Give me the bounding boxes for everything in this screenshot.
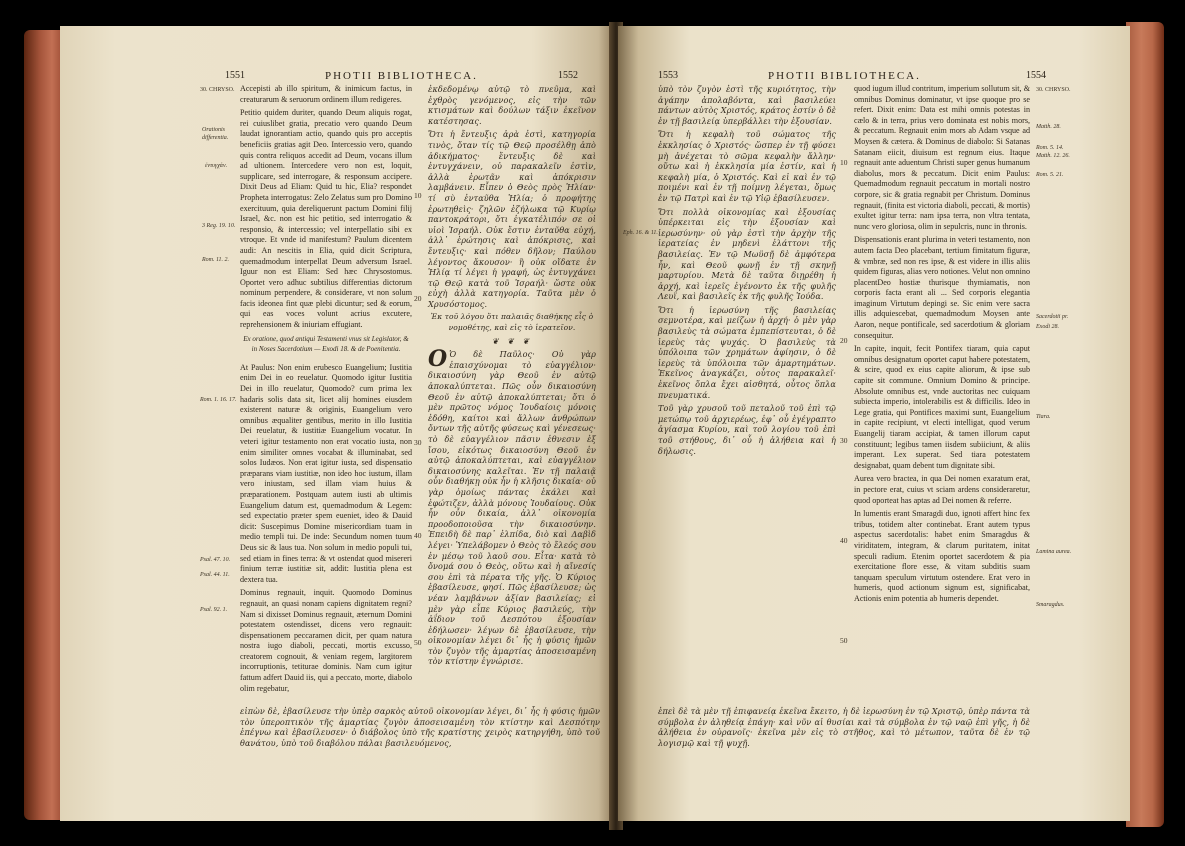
page-number-1551: 1551 [225, 70, 245, 81]
left-page [60, 26, 615, 821]
margin-section-label: 30. CHRYSO. [1036, 87, 1071, 93]
greek-column-right [658, 84, 836, 694]
line-number: 20 [840, 336, 848, 345]
latin-column-left [240, 84, 412, 693]
margin-note: Orationis differentia. [202, 127, 229, 141]
greek-paragraph: Ὅτι ἡ ἱερωσύνη τῆς βασιλείας σεμνοτέρα, καὶ μείζων ἡ ἀρχή· ὁ μὲν γὰρ βασιλεὺς τὰ σώματα ἐμπεπίστευται, ὁ δὲ ἱερεὺς τὰς ψυχάς. Ὁ βασιλεὺς τὰ ὑπόλοιπα τῶν χρημάτων ἀφίησιν, ὁ δὲ ἱερεὺς τὰ ὑπόλοιπα τῶν ἁμαρτημάτων. Ἐκεῖνος ἀναγκάζει, οὗτος παρακαλεῖ· ἐκεῖνος ὅπλα ἔχει αἰσθητά, οὗτος ὅπλα πνευματικά. [658, 304, 836, 400]
latin-paragraph: Dominus regnauit, inquit. Quomodo Dominus regnauit, an quasi nonam capiens dignitatem regni? Nam si dixisset Dominus regnauit, æternum Domini potestatem ostendisset, dicens vero regnauit: dispensationem peccaramen dicit, per quam natura nostra iugo diaboli, peccati, mortis excusso, creatorem cognouit, & veniam regem, largitorem incorruptionis, tetiturae dominis. Nam cum igitur fattum adfert Dauid iis, qui a peccato, morte, diabolo olim regebatur, [240, 588, 412, 693]
margin-note: Psal. 44. 11. [200, 572, 230, 578]
line-number: 10 [414, 191, 422, 200]
line-number: 10 [840, 158, 848, 167]
latin-paragraph: At Paulus: Non enim erubesco Euangelium; Iustitia enim Dei in eo reuelatur. Quomodo igitur Iustitia Dei in illo reuelatur, Quomodo? cum prima lex hadaris solis data sit, licet alij homines eiusdem existerent naturæ & originis, Euangelium vero omnibus æqualiter gentibus, merito in illo Iustitia Dei reuelatur, & iustitiæ Euangelium vocatur. In veteri igitur testamento non erat vocatio iusta, non enim similiter omnes vocabat & illuminabat, sed solos Iudæos. Non erat igitur iusta, sed dispensatio præparans viam iustitiæ, non ideo hoc iustum, illam vero iniustam, sed illam viam huius & præparationem. Postquam autem iusti ab ultimis Euangelium datum est, quemadmodum & Legem: sed expectatio præter spem eueniet, ideo & Dauid dicit: Suscepimus Domine misericordiam tuam in medio templi tui. De inde: Secundum nomen tuum Deus sic & laus tua. Non solum in medio populi tui, sed etiam in fines terra: & vt ostendat quod misereri finium terræ iustitiæ sit, addit: Iustitia plena est dextera tua. [240, 362, 412, 584]
page-number-1553: 1553 [658, 70, 678, 81]
page-number-1554: 1554 [1026, 70, 1046, 81]
margin-note: 3 Reg. 19. 10. [202, 223, 236, 229]
open-book [24, 16, 1164, 831]
greek-paragraph [428, 346, 596, 667]
greek-bottom-block-left: εἰπὼν δὲ, ἐβασίλευσε τὴν ὑπὲρ σαρκὸς αὐτοῦ οἰκονομίαν λέγει, δι᾽ ἧς ἡ φύσις ἡμῶν τὸν ὑπεροπτικὸν τῆς ἁμαρτίας ζυγὸν ἀποσεισαμένη τὸν κτίστην καὶ Δεσπότην ἐπέγνω καὶ ἐβασίλευσεν· ὁ διάβολος ὑπὸ τῆς κρατίστης χειρὸς κατηργήθη, ὑπὸ τοῦ θανάτου, ὑπὸ τοῦ διαβόλου πάλαι βασιλευόμενος, [240, 706, 600, 748]
greek-paragraph: ἐκδεδομένῳ αὐτῷ τὸ πνεῦμα, καὶ ἐχθρὸς γενόμενος, εἰς τὴν τῶν κτισμάτων καὶ δούλων τάξιν ἐκεῖνον κατέστησας. [428, 84, 596, 126]
line-number: 20 [414, 294, 422, 303]
latin-paragraph: Accepisti ab illo spiritum, & inimicum factus, in creaturarum & seruorum ordinem illum redigeres. [240, 84, 412, 104]
latin-paragraph: Dispensationis erant plurima in veteri testamento, non autem facta Deo placebant, tertium fimitatum figuræ, & vmbræ, sed non res ipse, & est videre in illis aliis quidem figuras, alias vero notiones. Velut non omnino placentDeo hostiæ thurisque thymiamatis, non corporis facta erant ali ... Sed corporis elegantia imaginum Virtutum depingi se. Sic enim vere sacra illis adquiescebat, quemadmodum Moysen ante Aaron, neque pontificale, sed sacerdotium & gloriam consequitur. [854, 235, 1030, 340]
line-number: 40 [414, 531, 422, 540]
right-page [618, 26, 1130, 821]
line-number: 50 [840, 636, 848, 645]
margin-note: Exodi 28. [1036, 324, 1059, 330]
latin-paragraph: Aurea vero bractea, in qua Dei nomen exaratum erat, in pectore erat, cuius vt sciam ardens consideraretur, quod oporteat has aptas ad Dei nomen & referre. [854, 474, 1030, 505]
margin-note: Sacerdotii pr. [1036, 314, 1069, 320]
margin-note: ἐντυγχάν. [205, 163, 228, 169]
latin-paragraph: In capite, inquit, fecit Pontifex tiaram, quia caput omnibus designatum oportet caput habere potestatem, & scire, quod ex eius capite aliorum, & ipse sub capite sit commune. Omnium Domino & principe. Absolute omnibus est, vnde auctoritas nec cuiquam subiecta imperio, intolerabilis est & difficilis. Ideo in Lege gratia, qui Pontifices maximi sunt, Euangelium in capite recipiunt, vt electi intelligat, quod verum Euangelij tiaram accipiat, & tamen illorum caput constituunt; legibus tamen iisdem subiiciunt, & aliis imperant. Lex superat. Sed tiara potestatem designabat, quam debent tum dignitate sibi. [854, 344, 1030, 470]
latin-paragraph: In lumentis erant Smaragdi duo, ignoti affert hinc fex tribus, totidem alter continebat. Erant autem typus aspectus sacerdotalis: habet enim Smaragdus & viriditatem, integram, & clarum puritatem, initat speculi radium. Etenim oportet sacerdotem & pia exercitatione flore esse, & vitam subditis suam tanquam speculum virtutum ostendere. Erat vero in humeris, quod actionum signum est, significabat, Actionis enim potentia ab humeris dependet. [854, 509, 1030, 603]
greek-bottom-block-right: ἐπεὶ δὲ τὰ μὲν τῇ ἐπιφανείᾳ ἐκεῖνα ἔκειτο, ἡ δὲ ἱερωσύνη ἐν τῷ Χριστῷ, ὑπὲρ πάντα τὰ σύμβολα ἐν ἀληθείᾳ ἐπάγη· καὶ νῦν αἱ θυσίαι καὶ τὰ σύμβολα ἐν τῷ ναῷ ἐπὶ γῆς, ἡ δὲ ἀλήθεια ἐν οὐρανοῖς· ἐκεῖνα μὲν εἰς τὸ στῆθος, καὶ τὸ μέτωπον, ταῦτα δὲ ἐν τῷ λογισμῷ καὶ τῇ ψυχῇ. [658, 706, 1030, 748]
margin-note: Smaragdus. [1036, 602, 1065, 608]
line-number: 30 [840, 436, 848, 445]
margin-note: Psal. 47. 10. [200, 557, 231, 563]
running-head-left: PHOTII BIBLIOTHECA. [325, 70, 478, 82]
margin-note: Rom. 5. 14. [1036, 145, 1064, 151]
latin-paragraph: Petitio quidem duriter, quando Deum aliquis rogat, rei cuiuslibet gratia, precatio vero quando Deum laudat ignorantiam actio, quando quis pro acceptis beneficiis gratias agit Deo. Intercessio vero, quando quis contra reliquos accedit ad Deum, vocans illum ad ultionem. Intercedere vero non est, loquit, supplicare, sed interrogare, & responsum accipere. Dixit Deus ad Eliam: Quid tu hic, Elia? respondet Propheta interrogatus: Zelo Zelatus sum pro Domino exercituum, quia dereliquerunt pactum Domini filij Israel, &c. non est hic petitio, sed interrogatio & responsio, & intercessio; vel interpellatio sibi ex vtroque. Et vnde id manifestum? Paulum dicentem audi: An nescitis in Elia, quid dicit Scriptura, quemadmodum interpellat Deum adversum Israel. Iguur non est Eliam: Sed hæc Chrysostomus. Oportet vero adhuc subtilius differentias dictorum nominum perpendere, & considerare, vt non solum facis ideonea fint quæ plebi dicuntur; sed & eorum, qui eas voces volunt acrius excutere, reprehensionem & iniuriam effugiant. [240, 108, 412, 330]
drop-cap-omicron: Ο [428, 346, 448, 373]
greek-column-left [428, 84, 596, 684]
margin-note: Tiara. [1036, 414, 1051, 420]
book-edge-right [1126, 22, 1164, 827]
greek-paragraph: Ὅτι ἡ κεφαλὴ τοῦ σώματος τῆς ἐκκλησίας ὁ Χριστός· ὥσπερ ἐν τῇ φύσει μὴ ἀνέχεται τὸ σῶμα κεφαλὴν ἄλλην· οὕτω καὶ ἡ ἐκκλησία μία ἐστίν, καὶ ἡ κεφαλὴ μία, ὁ Χριστός. Καὶ εἰ καὶ ἐν τῷ ποιμένι καὶ ἐν τῇ ποίμνῃ λέγεται, ὅμως ἐν τῷ Πατρὶ καὶ ἐν τῷ Υἱῷ ἐβασίλευσεν. [658, 129, 836, 203]
latin-column-right [854, 84, 1030, 694]
line-number: 40 [840, 536, 848, 545]
margin-note: Lamina aurea. [1036, 549, 1072, 555]
greek-paragraph-text: Ὁ δὲ Παῦλος· Οὐ γὰρ ἐπαισχύνομαι τὸ εὐαγγέλιον· δικαιοσύνη γὰρ Θεοῦ ἐν αὐτῷ ἀποκαλύπτεται. Πῶς οὖν δικαιοσύνη Θεοῦ ἐν αὐτῷ ἀποκαλύπτεται; ὅτι ὁ μὲν πρῶτος νόμος Ἰουδαίοις μόνοις ἐδόθη, καίτοι καὶ ἄλλων ἀνθρώπων ὄντων τῆς αὐτῆς φύσεως καὶ γένεσεως· τὸ δὲ εὐαγγέλιον πᾶσιν ἐθνεσιν ἐξ ἴσου, εἰκότως δικαιοσύνη Θεοῦ ἐν αὐτῷ ἀποκαλύπτεται, καὶ εὐαγγέλιον δικαιοσύνης καλεῖται. Ἐν τῇ παλαιᾷ οὖν διαθήκῃ οὐκ ἦν ἡ κλῆσις δικαία· οὐ γὰρ ὁμοίως πάντας ἐκάλει καὶ ἐφώτιζεν, ἀλλὰ μόνους Ἰουδαίους. Οὐκ ἦν οὖν δικαία, ἀλλ᾽ οἰκονομία προοδοποιοῦσα τὴν δικαιοσύνην. Ἐπειδὴ δὲ παρ᾽ ἐλπίδα, διὸ καὶ Δαβὶδ λέγει· Ὑπελάβομεν ὁ Θεὸς τὸ ἔλεός σου ἐν μέσῳ τοῦ λαοῦ σου. Εἶτα· κατὰ τὸ ὄνομά σου ὁ Θεὸς, οὕτω καὶ ἡ αἴνεσίς σου ἐπὶ τὰ πέρατα τῆς γῆς. Ὁ Κύριος ἐβασίλευσε, φησί. Πῶς ἐβασίλευσε; ὡς νέαν λαμβάνων ἀξίαν βασιλείας; εἰ μὲν γὰρ εἶπε Κύριος βασιλεύς, τὴν ἀΐδιον τοῦ Δεσπότου ἐξουσίαν ἐδήλωσεν· λέγων δὲ ἐβασίλευσε, τὴν οἰκονομίαν λέγει δι᾽ ἧς ἡ φύσις ἡμῶν τὸν ζυγὸν τῆς ἁμαρτίας ἀποσεισαμένη τὸν κτίστην ἐγνώρισε. [428, 349, 596, 667]
greek-paragraph: ὑπὸ τὸν ζυγὸν ἐστὶ τῆς κυριότητος, τὴν ἀγάπην ἀπολαβόντα, καὶ βασιλεύει πάντων αὐτὸς Χριστός, κράτος ἐστίν ὁ δὲ ἐν τῇ βασιλείᾳ ὑπερβάλλει τὴν ἐξουσίαν. [658, 84, 836, 126]
margin-section-label: 30. CHRYSO. [200, 87, 235, 93]
section-heading-greek: Ἐκ τοῦ λόγου ὅτι παλαιᾶς διαθήκης εἷς ὁ νομοθέτης, καὶ εἰς τὸ ἱερατεῖον. [430, 312, 594, 333]
greek-paragraph: Τοῦ γὰρ χρυσοῦ τοῦ πεταλοῦ τοῦ ἐπὶ τῷ μετώπῳ τοῦ ἀρχιερέως, ἐφ᾽ οὗ ἐγέγραπτο ἁγίασμα Κυρίου, καὶ τοῦ λογίου τοῦ ἐπὶ τοῦ στήθους, δι᾽ οὗ ἡ ἀλήθεια καὶ ἡ δήλωσις. [658, 403, 836, 456]
line-number: 50 [414, 638, 422, 647]
greek-paragraph: Ὅτι πολλὰ οἰκονομίας καὶ ἐξουσίας ὑπέρκειται εἰς τὴν ἐξουσίαν καὶ ἱερωσύνην· οὐ γὰρ ἐστὶ τὴν ἀρχὴν τῆς ἱερατείας ἐν μηδενὶ ἐλάττονι τῆς βασιλείας. Ἐν τῷ Μωϋσῇ δὲ ἀμφότερα ἦν, καὶ Θεοῦ φωνῇ ἐν τῇ σκηνῇ μαρτυρίου. Μετὰ δὲ ταῦτα διῃρέθη ἡ ἀρχή, καὶ ἱερεῖς ἐγένοντο ἐκ τῆς φυλῆς Λευΐ, καὶ βασιλεῖς ἐκ τῆς φυλῆς Ἰούδα. [658, 206, 836, 302]
margin-note: Rom. 11. 2. [202, 257, 230, 263]
line-number: 30 [414, 438, 422, 447]
margin-note: Matth. 28. [1036, 124, 1061, 130]
book-edge-left [24, 30, 64, 820]
section-heading-latin: Ex oratione, quod antiqui Testamenti vnus sit Legislator, & in Noses Sacerdotium — Exodi 18. & de Poenitentia. [243, 334, 409, 354]
margin-note: Rom. 1. 16. 17. [200, 397, 237, 403]
margin-note: Matth. 12. 26. [1036, 153, 1070, 159]
margin-note: Rom. 5. 21. [1036, 172, 1064, 178]
greek-paragraph: Ὅτι ἡ ἔντευξις ἀρὰ ἐστὶ, κατηγορία τινὸς, ὅταν τίς τῷ Θεῷ προσέλθῃ ἀπὸ ἀδικήματος· ἔντευξις δὲ καὶ ἐντυγχάνειν, οὐ παρακαλεῖν ἐστὶν, ἀλλὰ ἐρωτᾶν καὶ ἀπόκρισιν λαμβάνειν. Εἶπεν ὁ Θεὸς πρὸς Ἠλίαν· τί σὺ ἐνταῦθα Ἠλία; ὁ προφήτης ἐρωτηθεὶς· ζηλῶν ἐζήλωκα τῷ Κυρίῳ παντοκράτορι, ὅτι ἐγκατέλιπόν σε οἱ υἱοὶ Ἰσραήλ. Οὐκ ἔστιν ἐνταῦθα εὐχή, ἀλλ᾽ ἐρώτησις καὶ ἀπόκρισις, καὶ ἔντευξις· καὶ πόθεν δῆλον; Παύλου λέγοντος ἄκουσον· ἢ οὐκ οἴδατε ἐν Ἠλίᾳ τί λέγει ἡ γραφή, ὡς ἐντυγχάνει τῷ Θεῷ κατὰ τοῦ Ἰσραήλ· ὥστε οὐκ εὐχὴ ἀλλὰ κατηγορία. Ταῦτα μὲν ὁ Χρυσόστομος. [428, 129, 596, 309]
latin-paragraph: quod iugum illud contritum, imperium sollutum sit, & omnibus Dominus dominatur, vt ipse quoque pro se refert. Dixit enim: Data est mihi omnis potestas in cælo & in terra, prius vero dominata est nobis mors, & peccatum. Regnauit enim mors ab Adam vsque ad Moysen & cætera. & Dominus de diabolo: Si Satanas Satanam eiicit, diuisum est regnum eius. Itaque regnauit ante aduentum Christi super genus humanum diabolus, mors & peccatum. Dicit enim Paulus: Quemadmodum regnauit peccatum in mortali nostro corpore, sic & gratia regnabit per Christum. Dominus regnauit, (finita est victoria diaboli, peccati, & mortis) exultet igitur terra: nam ipsa terra, non vltra tentata, nunc vero gloriosa, olim in sepulcris, nunc in thronis. [854, 84, 1030, 231]
page-number-1552: 1552 [558, 70, 578, 81]
running-head-right: PHOTII BIBLIOTHECA. [768, 70, 921, 82]
margin-note: Eph. 16. & 11. [623, 230, 658, 236]
ornament-divider: ❦ ❦ ❦ [491, 336, 533, 346]
margin-note: Psal. 92. 1. [200, 607, 228, 613]
